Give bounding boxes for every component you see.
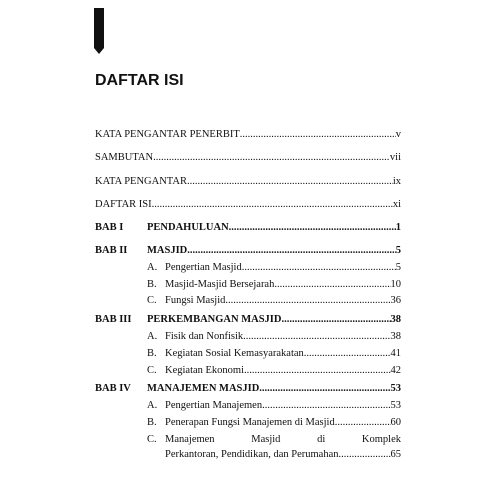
chapter-page: 1	[395, 222, 401, 233]
toc-entry[interactable]	[95, 151, 401, 165]
section-title-word: Manajemen	[165, 434, 215, 445]
section-page: 38	[390, 331, 401, 342]
chapter-title: MANAJEMEN MASJID	[147, 383, 260, 394]
chapter-title: PERKEMBANGAN MASJID	[147, 314, 282, 325]
dot-leader	[244, 364, 390, 378]
chapter-page: 38	[390, 314, 401, 325]
toc-entry-label: KATA PENGANTAR PENERBIT	[95, 129, 240, 140]
section-page: 5	[395, 262, 401, 273]
section-letter: C.	[147, 434, 157, 445]
toc-chapter[interactable]	[95, 382, 401, 396]
section-title: Pengertian Masjid	[165, 262, 242, 273]
dot-leader	[187, 244, 395, 258]
section-page: 41	[390, 348, 401, 359]
toc-chapter[interactable]	[95, 221, 401, 235]
section-page: 53	[390, 400, 401, 411]
dot-leader	[152, 198, 393, 212]
toc-chapter[interactable]	[95, 313, 401, 327]
bookmark-icon	[94, 8, 104, 54]
toc-section[interactable]	[95, 261, 401, 275]
toc-entry-label: SAMBUTAN	[95, 152, 154, 163]
chapter-code: BAB II	[95, 245, 128, 256]
section-page: 36	[390, 295, 401, 306]
toc-section[interactable]	[147, 433, 401, 447]
toc-section[interactable]	[95, 278, 401, 292]
toc-section-continuation[interactable]	[95, 448, 401, 462]
section-page: 60	[390, 417, 401, 428]
section-letter: A.	[147, 331, 158, 342]
chapter-code: BAB III	[95, 314, 132, 325]
toc-chapter[interactable]	[95, 244, 401, 258]
dot-leader	[153, 151, 390, 165]
toc-entry[interactable]	[95, 198, 401, 212]
toc-entry-page: xi	[392, 199, 401, 210]
section-title: Fisik dan Nonfisik	[165, 331, 244, 342]
section-title: Fungsi Masjid	[165, 295, 226, 306]
chapter-page: 5	[395, 245, 401, 256]
toc-section[interactable]	[95, 399, 401, 413]
section-title: Masjid-Masjid Bersejarah	[165, 279, 275, 290]
toc-section[interactable]	[95, 364, 401, 378]
section-title-line2: Perkantoran, Pendidikan, dan Perumahan	[165, 449, 339, 460]
dot-leader	[339, 448, 391, 462]
dot-leader	[262, 399, 390, 413]
section-title-word: Komplek	[361, 434, 401, 445]
dot-leader	[242, 261, 396, 275]
toc-entry-label: DAFTAR ISI	[95, 199, 152, 210]
dot-leader	[229, 221, 396, 235]
toc-entry-page: ix	[392, 176, 401, 187]
dot-leader	[259, 382, 390, 396]
section-letter: B.	[147, 279, 157, 290]
dot-leader	[274, 278, 390, 292]
dot-leader	[281, 313, 390, 327]
section-page: 65	[390, 449, 401, 460]
toc-section[interactable]	[95, 347, 401, 361]
section-title: Kegiatan Sosial Kemasyarakatan	[165, 348, 304, 359]
section-letter: A.	[147, 262, 158, 273]
section-title: Pengertian Manajemen	[165, 400, 263, 411]
dot-leader	[243, 330, 390, 344]
section-title: Penerapan Fungsi Manajemen di Masjid	[165, 417, 335, 428]
toc-section[interactable]	[95, 294, 401, 308]
section-title: Kegiatan Ekonomi	[165, 365, 245, 376]
toc-section[interactable]	[95, 330, 401, 344]
section-page: 10	[390, 279, 401, 290]
dot-leader	[335, 416, 391, 430]
page-title: DAFTAR ISI	[95, 72, 184, 89]
section-page: 42	[390, 365, 401, 376]
dot-leader	[304, 347, 391, 361]
chapter-code: BAB IV	[95, 383, 131, 394]
chapter-title: MASJID	[147, 245, 188, 256]
section-letter: C.	[147, 295, 157, 306]
section-letter: A.	[147, 400, 158, 411]
section-title-word: Masjid	[251, 434, 281, 445]
section-letter: B.	[147, 348, 157, 359]
chapter-page: 53	[390, 383, 401, 394]
section-letter: B.	[147, 417, 157, 428]
dot-leader	[240, 128, 396, 142]
dot-leader	[187, 175, 393, 189]
section-title-word: di	[317, 434, 326, 445]
toc-entry[interactable]	[95, 175, 401, 189]
section-title-line1	[165, 433, 401, 447]
toc-entry-page: v	[395, 129, 401, 140]
toc-entry[interactable]	[95, 128, 401, 142]
chapter-code: BAB I	[95, 222, 124, 233]
chapter-title: PENDAHULUAN	[147, 222, 229, 233]
toc-section[interactable]	[95, 416, 401, 430]
toc-entry-page: vii	[389, 152, 401, 163]
toc-entry-label: KATA PENGANTAR	[95, 176, 187, 187]
dot-leader	[225, 294, 390, 308]
section-letter: C.	[147, 365, 157, 376]
